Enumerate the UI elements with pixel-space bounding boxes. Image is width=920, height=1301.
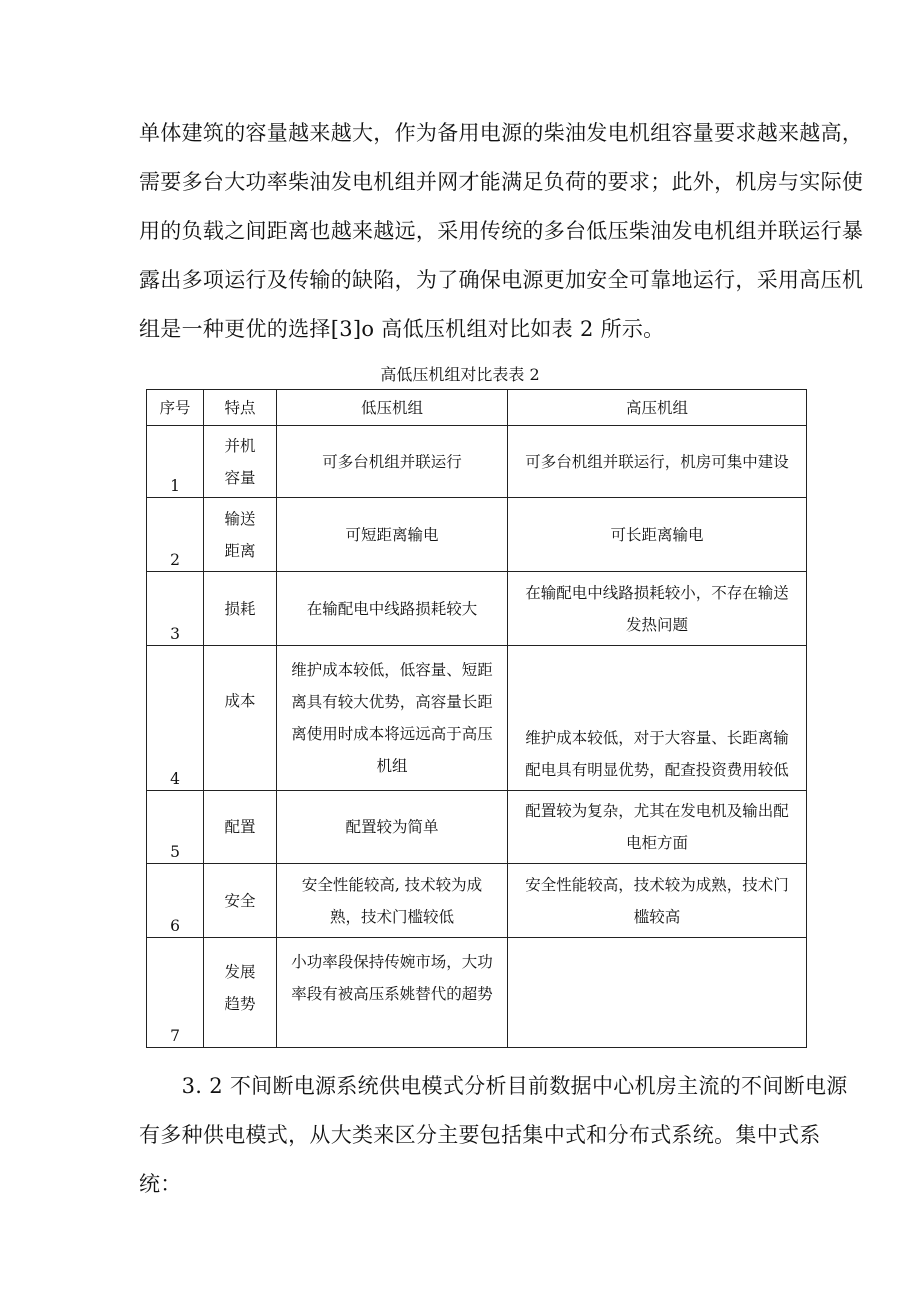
feature-line: 输送 (224, 509, 256, 528)
feature-line: 损耗 (224, 599, 256, 618)
high-voltage-cell (508, 864, 807, 938)
feature-cell (204, 426, 277, 498)
table-row (147, 864, 807, 938)
table-row (147, 646, 807, 791)
feature-line: 距离 (224, 541, 256, 560)
feature-line: 安全 (224, 891, 256, 910)
low-voltage-cell (277, 791, 508, 864)
high-voltage-cell (508, 938, 807, 1048)
feature-cell (204, 646, 277, 791)
cell-line: 在输配电中线路损耗较大 (306, 599, 478, 618)
cell-line: 维护成本较低，对于大容量、长距离输 (525, 729, 789, 747)
feature-line: 并机 (224, 436, 256, 455)
feature-line: 趋势 (224, 995, 256, 1013)
low-voltage-cell (277, 426, 508, 498)
cell-line: 安全性能较高, 技术较为成 (301, 875, 483, 894)
cell-line: 维护成本较低，低容量、短距 (291, 661, 493, 679)
cell-line: 配电具有明显优势，配查投资费用较低 (525, 761, 789, 779)
table-row (147, 498, 807, 572)
header-cell: 特点 (204, 390, 277, 426)
header-cell: 低压机组 (277, 390, 508, 426)
cell-line: 熟，技术门槛较低 (329, 907, 454, 926)
row-number-cell (147, 864, 204, 938)
feature-line: 成本 (224, 692, 256, 710)
row-number-cell (147, 572, 204, 646)
table-caption: 高低压机组对比表表 2 (380, 365, 540, 384)
row-number: 3 (170, 625, 180, 643)
low-voltage-cell (277, 938, 508, 1048)
feature-line: 配置 (224, 818, 256, 836)
table-row (147, 791, 807, 864)
table-row (147, 938, 807, 1048)
table-row (147, 572, 807, 646)
text-line: 3. 2 不间断电源系统供电模式分析目前数据中心机房主流的不间断电源 (139, 1074, 848, 1098)
cell-line: 在输配电中线路损耗较小，不存在输送 (525, 583, 789, 602)
high-voltage-cell (508, 646, 807, 791)
row-number: 6 (170, 917, 180, 935)
high-voltage-cell (508, 498, 807, 572)
text-line: 单体建筑的容量越来越大，作为备用电源的柴油发电机组容量要求越来越高， (139, 121, 864, 145)
text-line: 露出多项运行及传输的缺陷，为了确保电源更加安全可靠地运行，采用高压机 (139, 268, 864, 292)
high-voltage-cell (508, 791, 807, 864)
cell-line: 配置较为复杂，尤其在发电机及输出配 (525, 802, 789, 820)
cell-line: 小功率段保持传婉市场，大功 (291, 953, 493, 971)
feature-line: 发展 (224, 963, 256, 981)
table-row (147, 426, 807, 498)
low-voltage-cell (277, 498, 508, 572)
low-voltage-cell (277, 646, 508, 791)
cell-line: 率段有被高压系姚替代的超势 (291, 985, 493, 1003)
feature-cell (204, 791, 277, 864)
cell-line: 可多台机组并联运行，机房可集中建设 (525, 452, 789, 471)
row-number: 2 (170, 551, 180, 569)
row-number-cell (147, 791, 204, 864)
low-voltage-cell (277, 864, 508, 938)
high-voltage-cell (508, 572, 807, 646)
row-number: 1 (170, 477, 180, 495)
feature-cell (204, 864, 277, 938)
cell-line: 配置较为简单 (345, 818, 439, 836)
low-voltage-cell (277, 572, 508, 646)
comparison-table (146, 389, 807, 1048)
text-line: 用的负载之间距离也越来越远，采用传统的多台低压柴油发电机组并联运行暴 (139, 219, 864, 243)
feature-cell (204, 498, 277, 572)
header-cell: 序号 (147, 390, 204, 426)
feature-cell (204, 938, 277, 1048)
text-line: 组是一种更优的选择[3]o 高低压机组对比如表 2 所示。 (139, 317, 665, 341)
cell-line: 离具有较大优势，高容量长距 (291, 693, 493, 711)
text-line: 统： (139, 1172, 182, 1196)
row-number-cell (147, 426, 204, 498)
intro-paragraph (139, 109, 863, 354)
cell-line: 安全性能较高，技术较为成熟，技术门 (525, 875, 789, 894)
cell-line: 电柜方面 (625, 834, 688, 852)
cell-line: 可多台机组并联运行 (322, 452, 462, 471)
cell-line: 离使用时成本将远远高于高压 (291, 725, 493, 743)
row-number-cell (147, 938, 204, 1048)
feature-line: 容量 (224, 468, 256, 487)
row-number-cell (147, 498, 204, 572)
header-cell: 高压机组 (508, 390, 807, 426)
row-number: 5 (170, 843, 180, 861)
row-number: 4 (170, 770, 180, 788)
cell-line: 可短距离输电 (345, 525, 439, 544)
row-number-cell (147, 646, 204, 791)
section-paragraph (139, 1062, 848, 1209)
text-line: 有多种供电模式，从大类来区分主要包括集中式和分布式系统。集中式系 (139, 1123, 821, 1147)
text-line: 需要多台大功率柴油发电机组并网才能满足负荷的要求；此外，机房与实际使 (139, 170, 864, 194)
feature-cell (204, 572, 277, 646)
cell-line: 发热问题 (625, 615, 688, 634)
row-number: 7 (170, 1027, 180, 1045)
cell-line: 可长距离输电 (610, 525, 704, 544)
high-voltage-cell (508, 426, 807, 498)
table-header-row (147, 390, 807, 426)
cell-line: 槛较高 (633, 907, 681, 926)
cell-line: 机组 (376, 757, 408, 775)
